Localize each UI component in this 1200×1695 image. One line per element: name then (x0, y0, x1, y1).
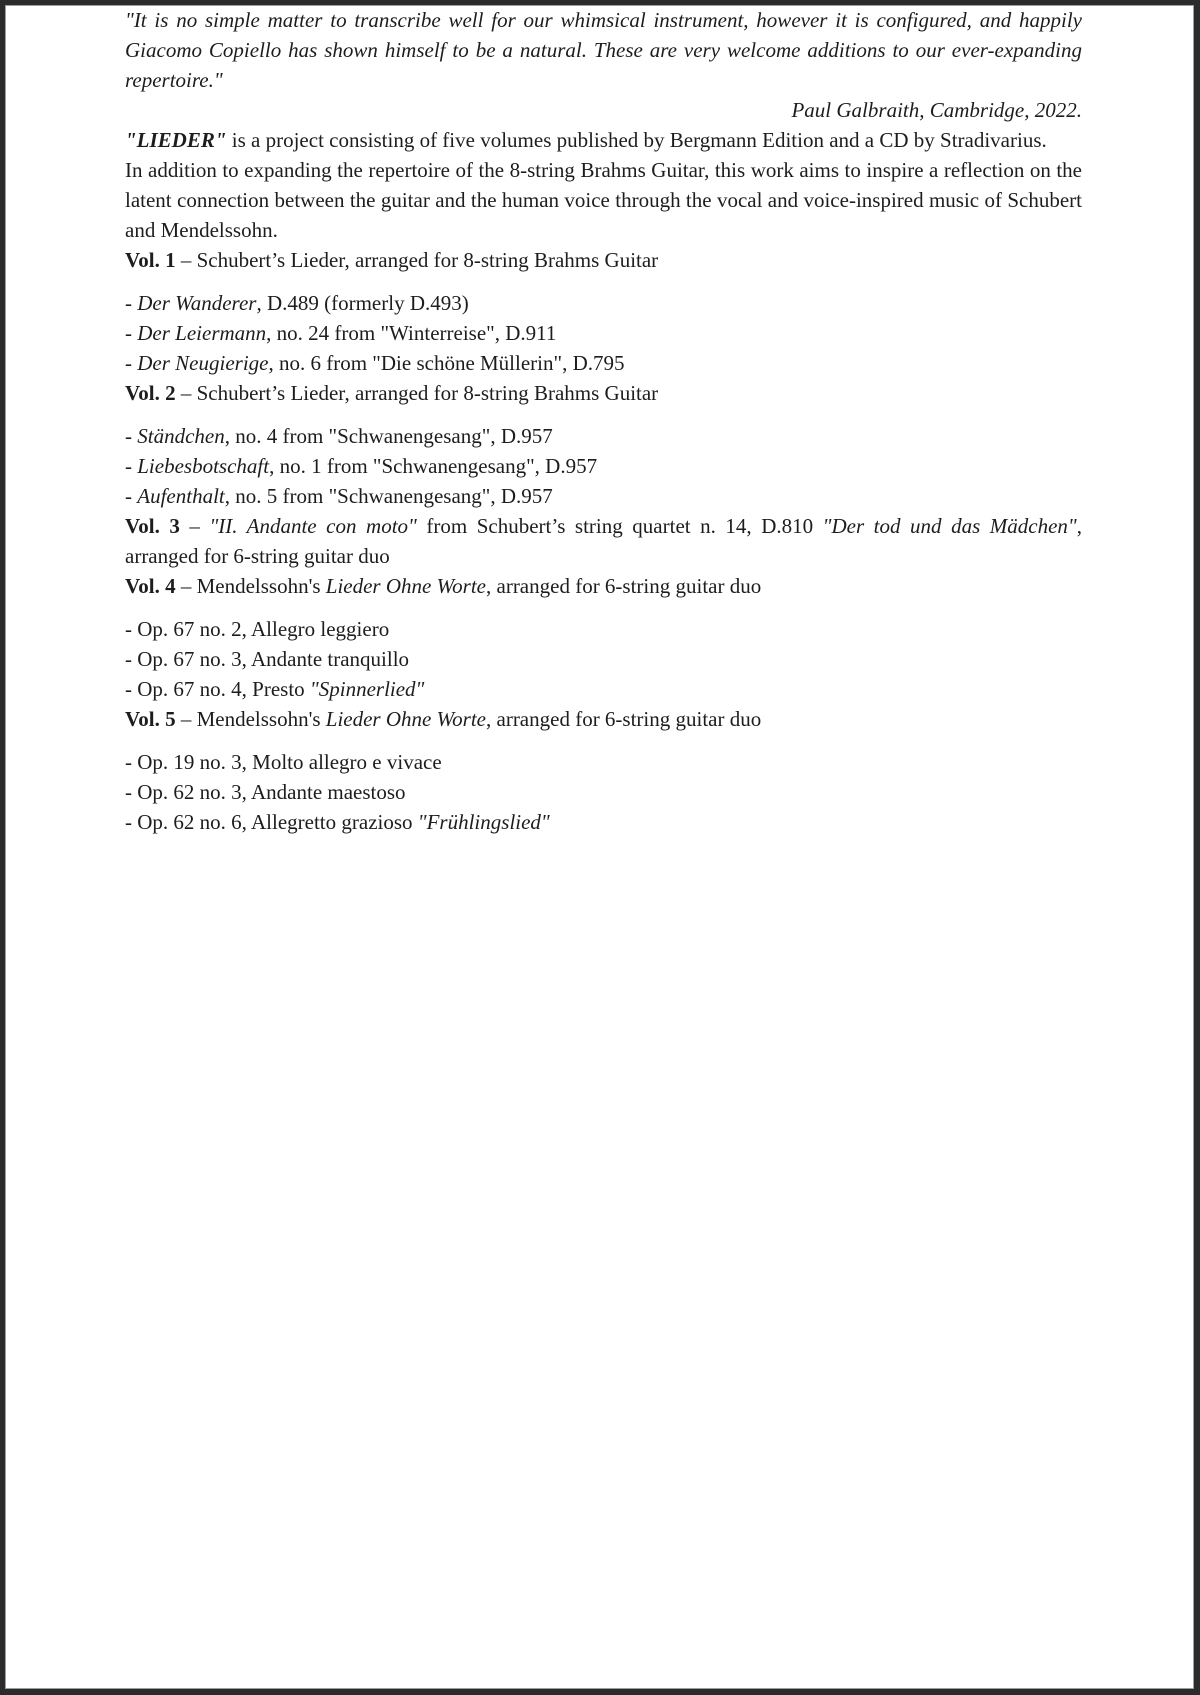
text-segment: Der Wanderer (137, 291, 257, 315)
text-segment: Lieder Ohne Worte (325, 707, 486, 731)
text-segment: Der Neugierige (137, 351, 269, 375)
track-item (125, 348, 1082, 378)
text-segment: , arranged for 6-string guitar duo (125, 514, 1083, 568)
text-segment: - (125, 291, 138, 315)
text-segment: Vol. 5 (125, 707, 176, 731)
track-item (125, 451, 1082, 481)
track-item (125, 644, 1082, 674)
text-segment: – Mendelssohn's (175, 574, 326, 598)
text-segment: "Frühlingslied" (417, 810, 550, 834)
volume-section (125, 378, 1082, 511)
text-segment: - (125, 484, 138, 508)
track-item (125, 674, 1082, 704)
text-segment: from Schubert’s string quartet n. 14, D.810 (416, 514, 823, 538)
quote-attribution: Paul Galbraith, Cambridge, 2022. (791, 98, 1082, 122)
text-segment: – Schubert’s Lieder, arranged for 8-string Brahms Guitar (175, 381, 659, 405)
volume-section (125, 704, 1082, 837)
text-segment: , D.489 (formerly D.493) (256, 291, 469, 315)
text-segment: - Op. 62 no. 3, Andante maestoso (125, 780, 406, 804)
track-item (125, 807, 1082, 837)
volume-section (125, 571, 1082, 704)
text-segment: , arranged for 6-string guitar duo (486, 574, 762, 598)
text-segment: , no. 6 from "Die schöne Müllerin", D.795 (268, 351, 625, 375)
text-segment: - Op. 62 no. 6, Allegretto grazioso (125, 810, 418, 834)
text-segment: "Spinnerlied" (309, 677, 425, 701)
text-segment: , arranged for 6-string guitar duo (486, 707, 762, 731)
text-segment: , no. 4 from "Schwanengesang", D.957 (224, 424, 553, 448)
text-segment: - Op. 67 no. 4, Presto (125, 677, 310, 701)
track-item (125, 481, 1082, 511)
volume-heading (125, 511, 1082, 571)
text-segment: Vol. 3 (125, 514, 180, 538)
text-segment: Ständchen (137, 424, 225, 448)
track-item (125, 747, 1082, 777)
text-segment: "Der tod und das Mädchen" (822, 514, 1077, 538)
volume-tracklist (125, 421, 1082, 511)
text-segment: Lieder Ohne Worte (325, 574, 486, 598)
intro-paragraph (125, 125, 1082, 155)
text-segment: – Schubert’s Lieder, arranged for 8-string Brahms Guitar (175, 248, 659, 272)
volume-heading (125, 704, 1082, 734)
volume-tracklist (125, 614, 1082, 704)
text-segment: Vol. 2 (125, 381, 176, 405)
volume-heading (125, 571, 1082, 601)
text-segment: - Op. 67 no. 2, Allegro leggiero (125, 617, 390, 641)
volume-heading (125, 245, 1082, 275)
text-segment: , no. 1 from "Schwanengesang", D.957 (269, 454, 598, 478)
description-paragraph: In addition to expanding the repertoire of the 8-string Brahms Guitar, this work aims to inspire a reflection on the latent connection between the guitar and the human voice through the vocal and voice-inspired music of Schubert and Mendelssohn. (125, 158, 1082, 242)
track-item (125, 421, 1082, 451)
volume-tracklist (125, 747, 1082, 837)
text-segment: Vol. 4 (125, 574, 176, 598)
text-segment: – Mendelssohn's (175, 707, 326, 731)
volumes-list (125, 245, 1082, 837)
text-segment: - (125, 424, 138, 448)
volume-section (125, 245, 1082, 378)
opening-quote: "It is no simple matter to transcribe well for our whimsical instrument, however it is configured, and happily Giacomo Copiello has shown himself to be a natural. These are very welcome additions to our ever-expanding repertoire." (125, 8, 1082, 92)
volume-heading (125, 378, 1082, 408)
text-segment: - Op. 19 no. 3, Molto allegro e vivace (125, 750, 442, 774)
volume-tracklist (125, 288, 1082, 378)
text-segment: "LIEDER" (125, 128, 227, 152)
text-segment: - Op. 67 no. 3, Andante tranquillo (125, 647, 410, 671)
text-segment: - (125, 454, 138, 478)
text-segment: , no. 5 from "Schwanengesang", D.957 (224, 484, 553, 508)
page-content (5, 5, 1194, 837)
text-segment: "II. Andante con moto" (209, 514, 417, 538)
text-segment: - (125, 321, 138, 345)
text-segment: is a project consisting of five volumes published by Bergmann Edition and a CD by Stradivarius. (226, 128, 1047, 152)
text-segment: Vol. 1 (125, 248, 176, 272)
text-segment: – (179, 514, 210, 538)
track-item (125, 614, 1082, 644)
text-segment: Aufenthalt (137, 484, 225, 508)
text-segment: - (125, 351, 138, 375)
track-item (125, 318, 1082, 348)
text-segment: Der Leiermann (137, 321, 267, 345)
track-item (125, 777, 1082, 807)
volume-section (125, 511, 1082, 571)
text-segment: Liebesbotschaft (137, 454, 270, 478)
track-item (125, 288, 1082, 318)
text-segment: , no. 24 from "Winterreise", D.911 (266, 321, 557, 345)
